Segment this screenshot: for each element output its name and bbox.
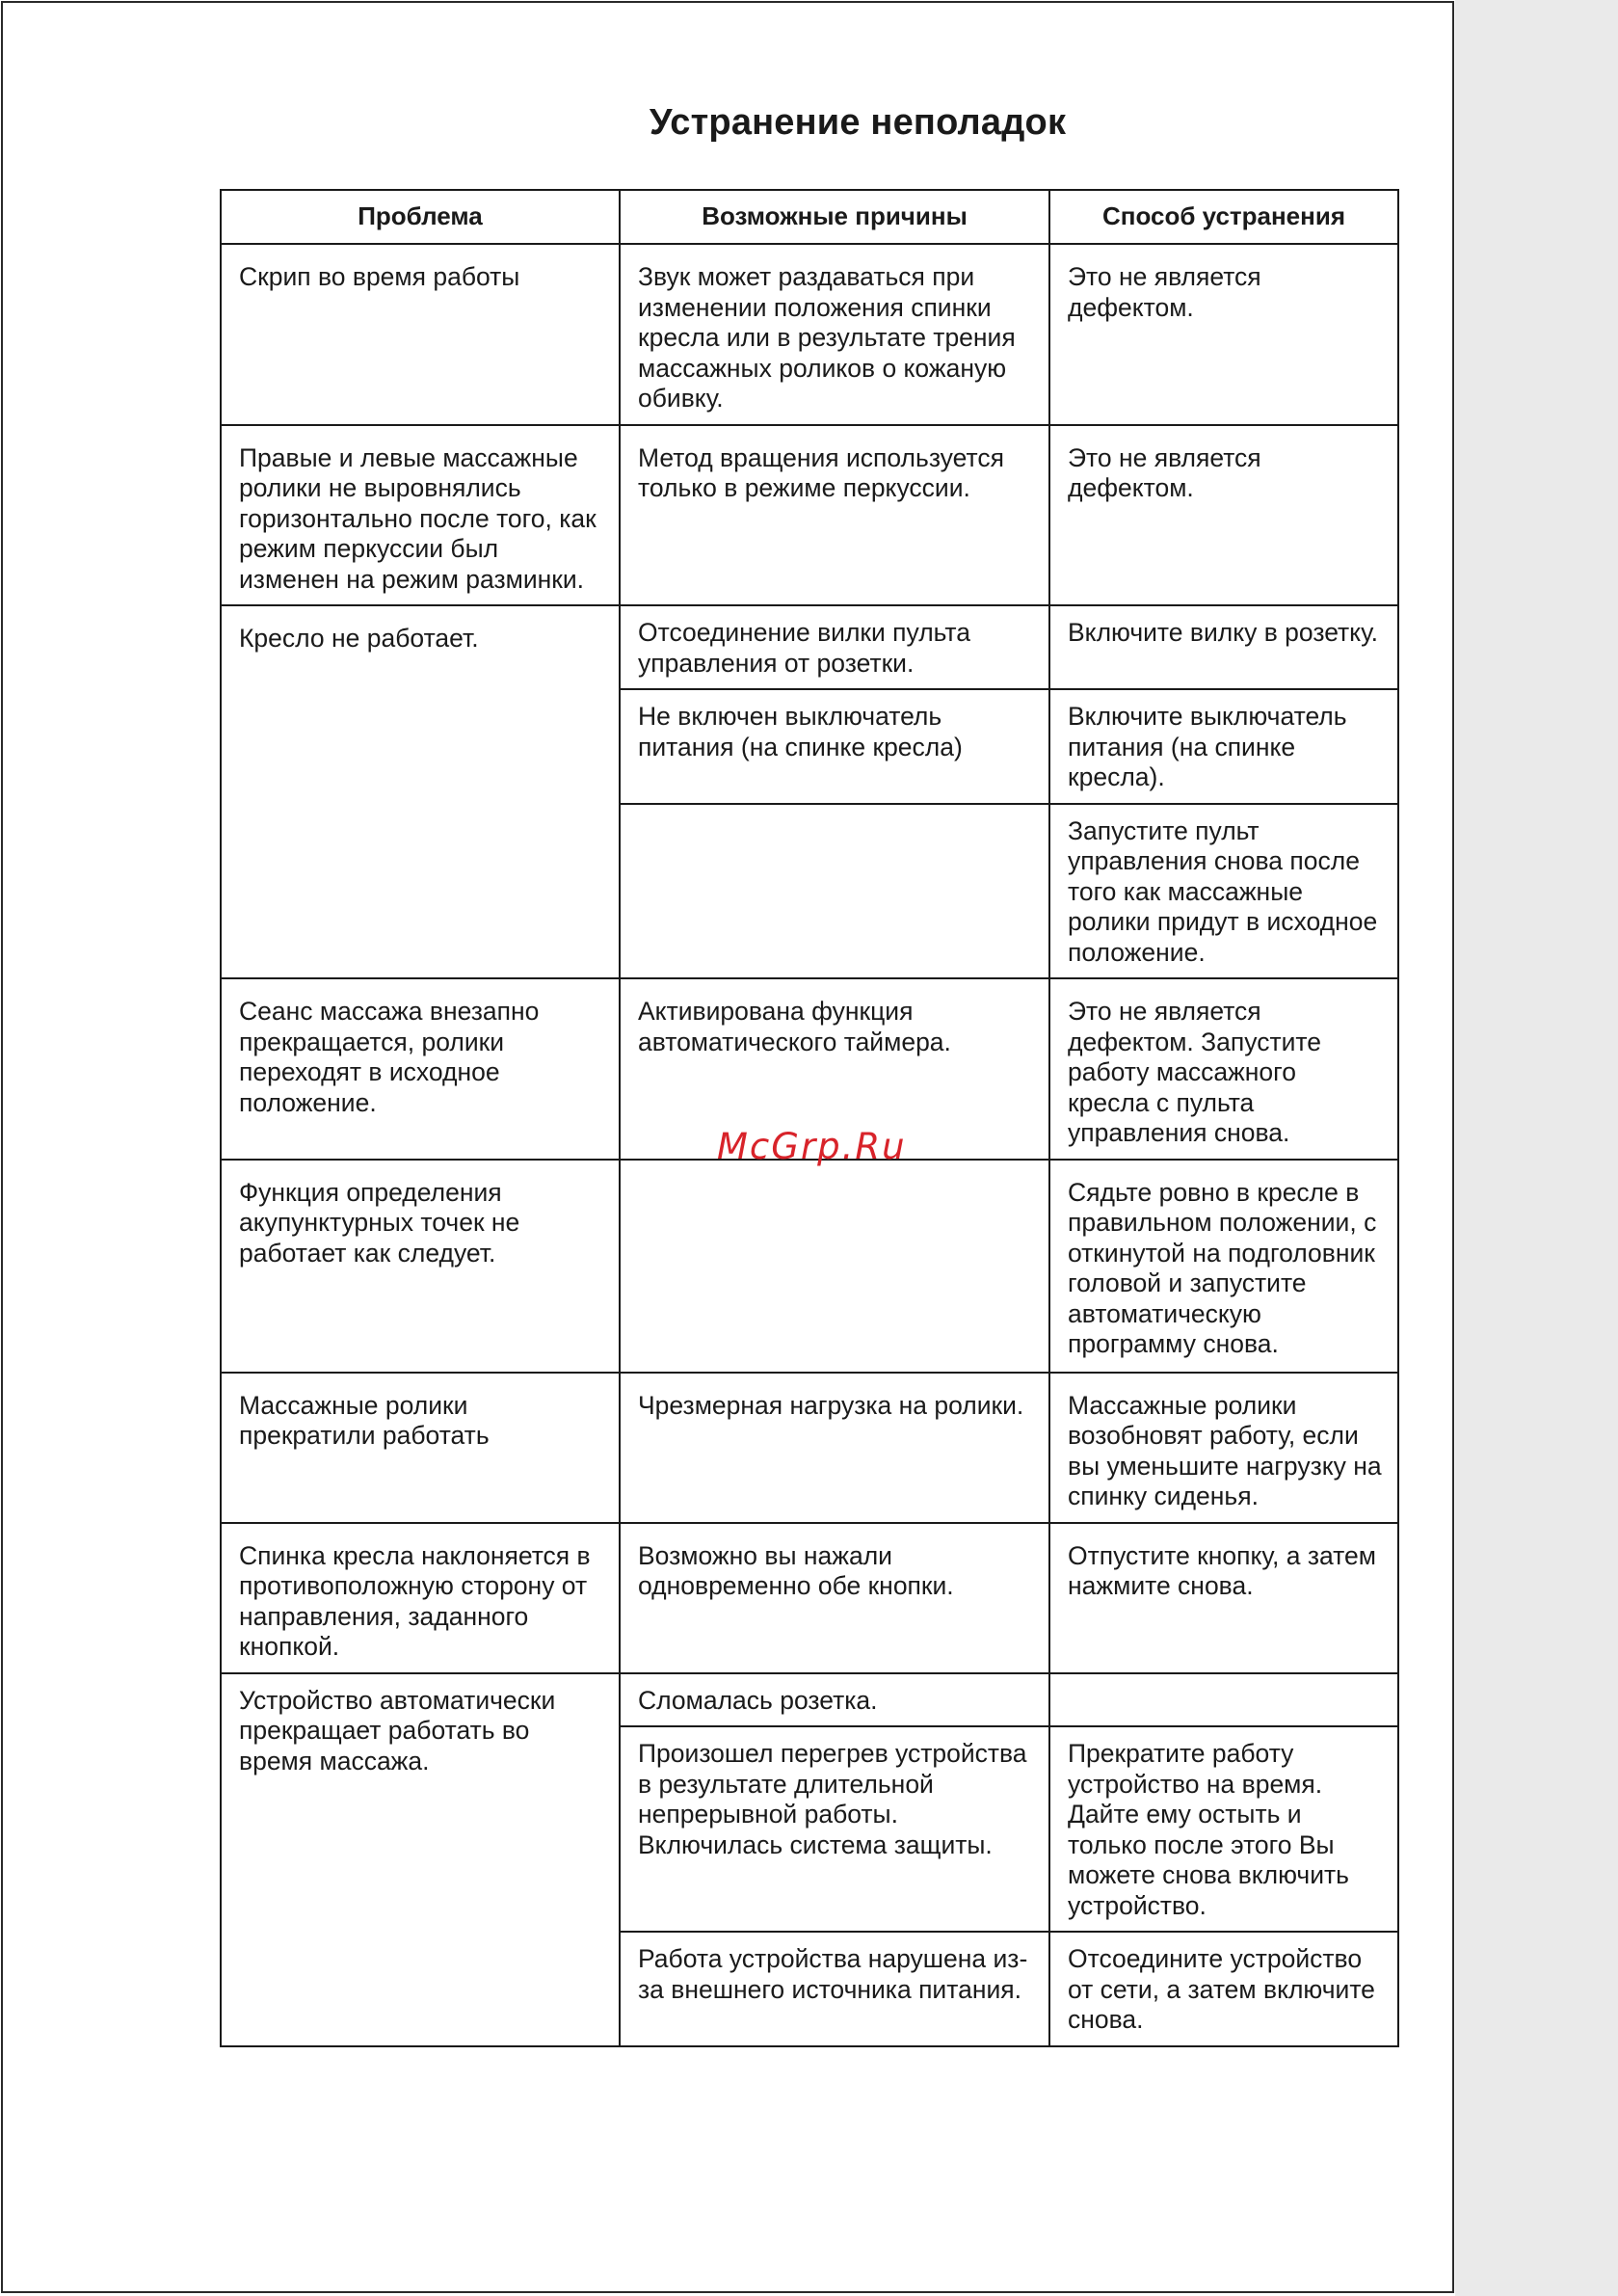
table-row <box>221 1373 1398 1523</box>
cause-cell: Активирована функция автоматического таймера. <box>620 978 1049 1160</box>
table-row <box>221 1523 1398 1673</box>
fix-cell: Это не является дефектом. Запустите работу массажного кресла с пульта управления снова. <box>1049 978 1398 1160</box>
troubleshooting-table <box>220 189 1399 2047</box>
cause-cell: Не включен выключатель питания (на спинке кресла) <box>620 689 1049 804</box>
table-row <box>221 1160 1398 1373</box>
fix-cell: Это не является дефектом. <box>1049 244 1398 425</box>
fix-cell: Включите вилку в розетку. <box>1049 605 1398 689</box>
cause-cell-empty <box>620 1160 1049 1373</box>
watermark: McGrp.Ru <box>717 1126 907 1167</box>
fix-cell-empty <box>1049 1673 1398 1727</box>
fix-cell: Отсоедините устройство от сети, а затем включите снова. <box>1049 1932 1398 2046</box>
header-causes: Возможные причины <box>620 190 1049 244</box>
cause-cell: Произошел перегрев устройства в результате длительной непрерывной работы. Включилась система защиты. <box>620 1726 1049 1932</box>
problem-cell: Массажные ролики прекратили работать <box>221 1373 620 1523</box>
problem-cell: Функция определения акупунктурных точек не работает как следует. <box>221 1160 620 1373</box>
problem-cell: Спинка кресла наклоняется в противоположную сторону от направления, заданного кнопкой. <box>221 1523 620 1673</box>
cause-cell: Метод вращения используется только в режиме перкуссии. <box>620 425 1049 606</box>
page-margin <box>1455 0 1618 2296</box>
header-problem: Проблема <box>221 190 620 244</box>
fix-cell: Прекратите работу устройство на время. Дайте ему остыть и только после этого Вы можете снова включить устройство. <box>1049 1726 1398 1932</box>
fix-cell: Отпустите кнопку, а затем нажмите снова. <box>1049 1523 1398 1673</box>
cause-cell-empty <box>620 804 1049 979</box>
header-fix: Способ устранения <box>1049 190 1398 244</box>
cause-cell: Отсоединение вилки пульта управления от розетки. <box>620 605 1049 689</box>
table-header-row <box>221 190 1398 244</box>
problem-cell: Скрип во время работы <box>221 244 620 425</box>
fix-cell: Запустите пульт управления снова после того как массажные ролики придут в исходное положение. <box>1049 804 1398 979</box>
problem-cell: Сеанс массажа внезапно прекращается, ролики переходят в исходное положение. <box>221 978 620 1160</box>
fix-cell: Включите выключатель питания (на спинке кресла). <box>1049 689 1398 804</box>
page-title: Устранение неполадок <box>649 102 1067 143</box>
table-row <box>221 605 1398 689</box>
fix-cell: Сядьте ровно в кресле в правильном положении, с откинутой на подголовник головой и запустите автоматическую программу снова. <box>1049 1160 1398 1373</box>
table-row <box>221 1673 1398 1727</box>
cause-cell: Звук может раздаваться при изменении положения спинки кресла или в результате трения массажных роликов о кожаную обивку. <box>620 244 1049 425</box>
cause-cell: Сломалась розетка. <box>620 1673 1049 1727</box>
problem-cell: Устройство автоматически прекращает работать во время массажа. <box>221 1673 620 2046</box>
table-row <box>221 244 1398 425</box>
table-row <box>221 425 1398 606</box>
fix-cell: Массажные ролики возобновят работу, если вы уменьшите нагрузку на спинку сиденья. <box>1049 1373 1398 1523</box>
problem-cell: Кресло не работает. <box>221 605 620 978</box>
cause-cell: Возможно вы нажали одновременно обе кнопки. <box>620 1523 1049 1673</box>
cause-cell: Чрезмерная нагрузка на ролики. <box>620 1373 1049 1523</box>
fix-cell: Это не является дефектом. <box>1049 425 1398 606</box>
troubleshooting-table-container <box>220 189 1397 2047</box>
cause-cell: Работа устройства нарушена из-за внешнего источника питания. <box>620 1932 1049 2046</box>
problem-cell: Правые и левые массажные ролики не выровнялись горизонтально после того, как режим перкуссии был изменен на режим разминки. <box>221 425 620 606</box>
